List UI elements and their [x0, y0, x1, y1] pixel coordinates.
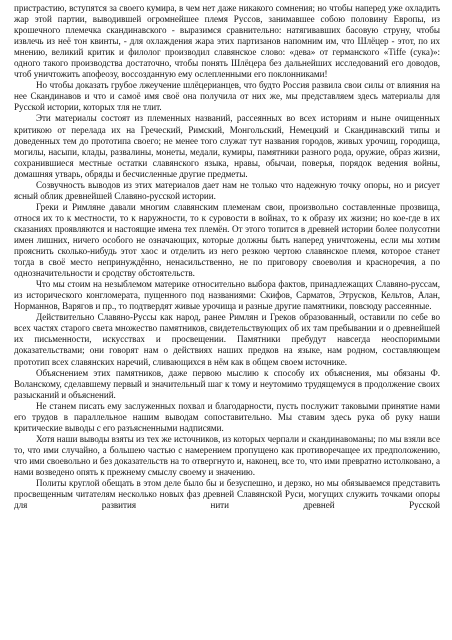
paragraph-3: Эти материалы состоят из племенных названий, рассеянных во всех историям и ныне очищенных критикою от перелада их на Греческий, Римский, Монгольский, Немецкий и Скандинавский типы и доведенных тем до прототипа своего; не менее того служат тут названия городов, живых урочищ, городища, могилы, насыпи, клады, развалины, монеты, медали, кумиры, памятники разного рода, оружие, образ жизни, сохранившиеся местные остатки славянского языка, нравы, обычаи, поверья, порядок ведения войны, домашняя утварь, обряды и бесчисленные другие предметы. — [14, 113, 440, 179]
paragraph-5: Греки и Римляне давали многим славянским племенам свои, произвольно составленные прозвища, относя их то к местности, то к наружности, то к суровости в войнах, то к образу их жизни; но кое-где в их сказаниях проявляются и настоящие имена тех племён. От этого топится в древней истории более полусотни имен лишних, ничего особого не означающих, которые должны быть наперед уничтожены, если мы хотим прояснить сколько-нибудь этот хаос и отделить из него резкою чертою славянское племя, которое станет тогда в своё место непринуждённо, ненасильственно, не по приговору своеволия и красноречия, а по однозначительности и сродству обстоятельств. — [14, 201, 440, 279]
paragraph-8: Объяснением этих памятников, даже первою мыслию к способу их объяснения, мы обязаны Ф. Воланскому, сделавшему первый и значительный шаг к тому и неутомимо трудящемуся в продолжение своих разысканий и объяснений. — [14, 367, 440, 400]
paragraph-4: Созвучность выводов из этих материалов дает нам не только что надежную точку опоры, но и рисует ясный облик древнейшей Славяно-русской истории. — [14, 179, 440, 201]
paragraph-1: пристрастию, вступятся за своего кумира, в чем нет даже никакого сомнения; но чтобы наперед уже охладить жар этой партии, выводившей огромнейшее племя Руссов, занимавшее собою половину Европы, из крошечного племечка скандинавского - выразимся сравнительно: натягивавших басовую струну, чтобы извлечь из неё тон квинты, - для охлаждения жара этих партизанов напомним им, что Шлёцер - этот, по их мнению, великий критик и филолог производил славянское слово: «дева» от германского «Tiffe (сука)»: одного такого производства достаточно, чтобы понять Шлёцера без дальнейших исследований его доводов, чтоб уничтожить апофеозу, воссозданную ему ослепленными его поклонниками! — [14, 3, 440, 80]
paragraph-10: Хотя наши выводы взяты из тех же источников, из которых черпали и скандинавоманы; по мы взяли все то, что ими случайно, а большею частью с намерением пропущено как противоречащее их предположению, что ими своевольно и без доказательств на то отвергнуто и, наконец, все то, что ими превратно истолковано, а нами возведено опять к прежнему смыслу своему и значению. — [14, 433, 440, 477]
paragraph-9: Не станем писать ему заслуженных похвал и благодарности, пусть послужит таковыми принятие нами его трудов в параллельное нашим выводам сопоставительно. Мы ставим здесь рука об руку наши критические выводы с его разъясненными надписями. — [14, 400, 440, 433]
paragraph-6: Что мы стоим на незыблемом материке относительно выбора фактов, принадлежащих Славяно-руссам, из исторического конгломерата, пущенного под названиями: Скифов, Сарматов, Этрусков, Кельтов, Алан, Норманнов, Варягов и пр., то подтвердят живые урочища и разные другие памятники, повсюду рассеянные. — [14, 279, 440, 312]
paragraph-7: Действительно Славяно-Руссы как народ, ранее Римлян и Греков образованный, оставили по себе во всех частях старого света множество памятников, свидетельствующих об их там пребывании и о древнейшей их письменности, искусствах и просвещении. Памятники пребудут навсегда неоспоримыми доказательствами; они говорят нам о действиях наших предков на языке, нам родном, составляющем прототип всех славянских наречий, сливающихся в нём как в общем своем источнике. — [14, 312, 440, 367]
paragraph-11: Политы круглой обещать в этом деле было бы и безуспешно, и дерзко, но мы обязываемся представить просвещенным читателям несколько новых фаз древней Славянской Руси, могущих служить точками опоры для развития нити древней Русской — [14, 478, 440, 511]
paragraph-2: Но чтобы доказать грубое лжеучение шлёцерианцев, что будто Россия развила свои силы от влияния на нее Скандинавов и что и самоё имя своё она получила от них же, мы представляем здесь материалы для Русской истории, которых тля не тлит. — [14, 80, 440, 113]
